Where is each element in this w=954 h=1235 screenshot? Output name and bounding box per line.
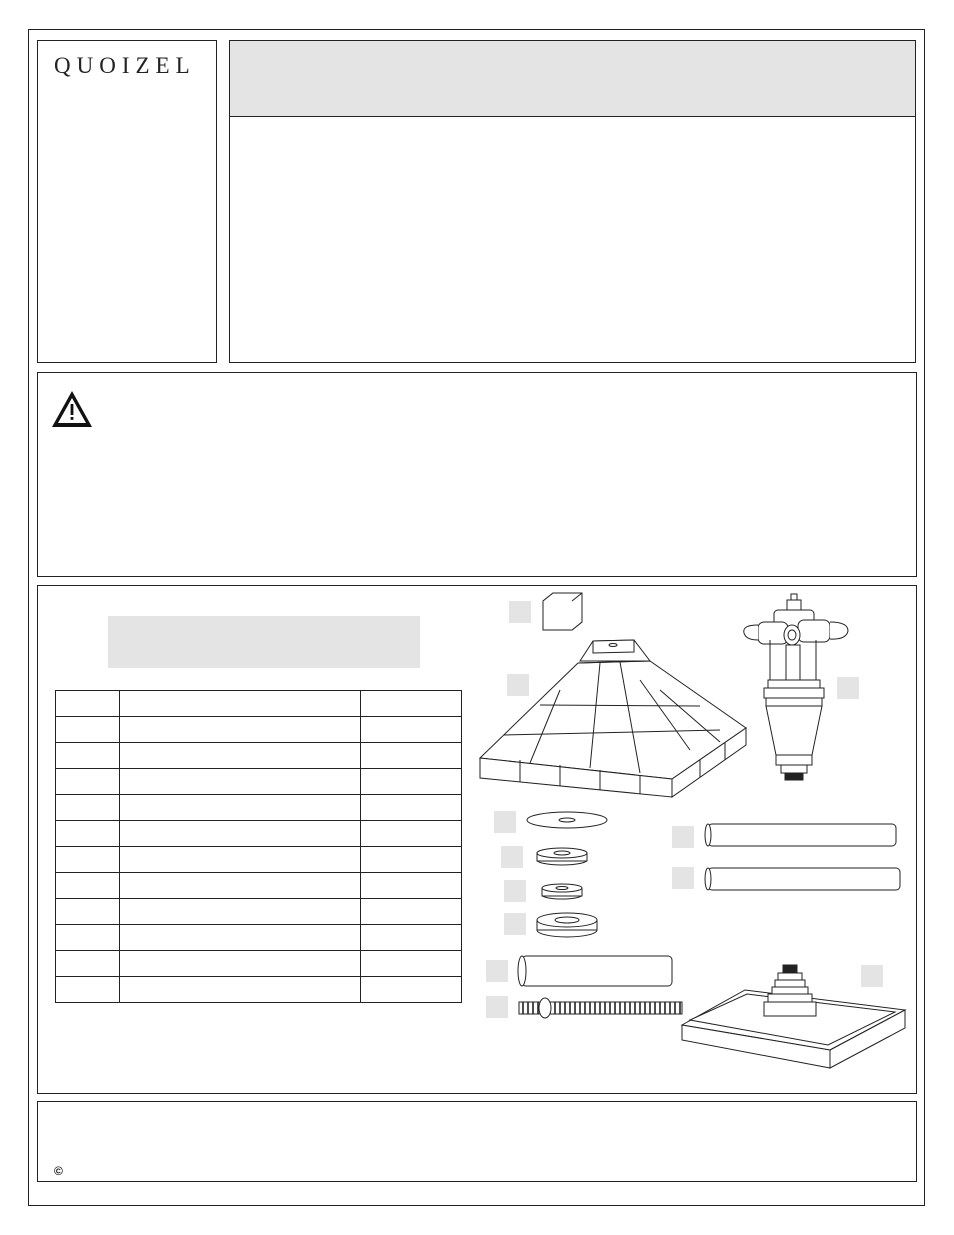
pipe-2-drawing: [705, 868, 900, 890]
nut-small-drawing: [542, 884, 582, 899]
threaded-rod-drawing: [519, 998, 682, 1018]
shade-drawing: [480, 640, 746, 797]
pipe-3-drawing: [518, 956, 672, 986]
washer-drawing: [527, 812, 607, 828]
brand-logo: QUOIZEL: [54, 53, 196, 78]
pipe-1-drawing: [705, 824, 896, 846]
footer-panel: [37, 1101, 917, 1182]
nut-large-drawing: [537, 848, 587, 865]
copyright-icon: ©: [54, 1164, 63, 1178]
finial-drawing: [543, 593, 582, 630]
base-drawing: [682, 965, 905, 1068]
cap-drawing: [537, 913, 597, 937]
socket-cluster-drawing: [744, 594, 848, 780]
